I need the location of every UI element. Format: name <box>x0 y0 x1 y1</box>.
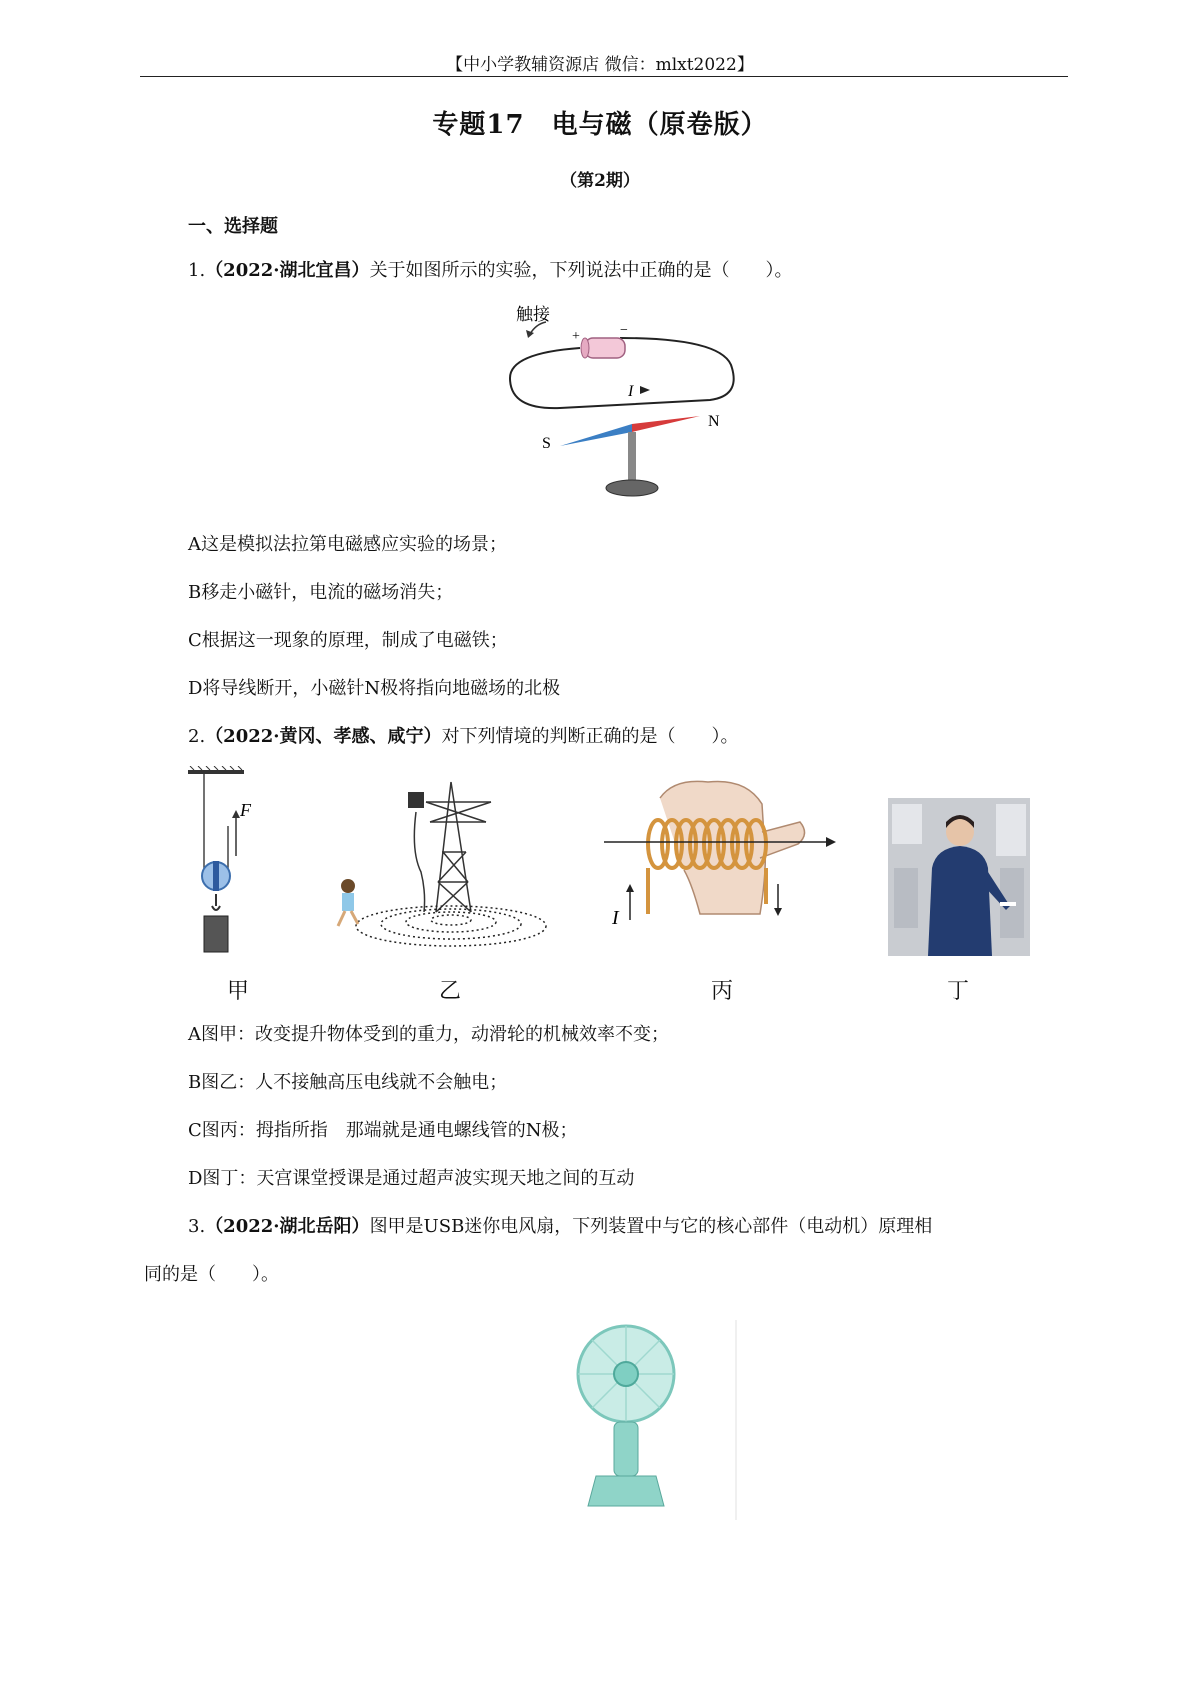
figure-current-label: I <box>628 383 634 400</box>
question-1-option-c: C根据这一现象的原理，制成了电磁铁； <box>188 630 508 651</box>
question-2-option-c: C图丙：拇指所指 那端就是通电螺线管的N极； <box>188 1120 578 1141</box>
question-3-number: 3. <box>188 1216 206 1237</box>
figure-touch-label: 触接 <box>516 305 550 324</box>
document-title: 专题17 电与磁（原卷版） <box>432 110 768 140</box>
question-3-source: （2022·湖北岳阳） <box>205 1216 370 1237</box>
figure-caption-yi: 乙 <box>438 979 461 1004</box>
astronaut-photo <box>888 798 1030 956</box>
compass-needle-south <box>560 424 632 446</box>
fan-base <box>588 1476 664 1506</box>
compass-stand <box>628 432 636 480</box>
fan-handle <box>614 1422 638 1476</box>
figure-south-label: S <box>542 435 551 452</box>
document-subtitle: （第2期） <box>560 171 640 191</box>
header-rule <box>140 76 1068 77</box>
high-voltage-tower-figure <box>326 772 556 952</box>
question-1-number: 1. <box>188 260 206 281</box>
question-1-option-b: B移走小磁针，电流的磁场消失； <box>188 582 454 603</box>
section-heading: 一、选择题 <box>188 216 278 237</box>
question-2-option-d: D图丁：天宫课堂授课是通过超声波实现天地之间的互动 <box>188 1168 635 1189</box>
solenoid-current-label: I <box>612 907 619 929</box>
question-2-option-b: B图乙：人不接触高压电线就不会触电； <box>188 1072 508 1093</box>
question-2-number: 2. <box>188 726 206 747</box>
question-2-text: 对下列情境的判断正确的是（ ）。 <box>441 726 739 747</box>
question-3-stem-line2: 同的是（ ）。 <box>144 1264 279 1285</box>
pulley-force-label: F <box>240 800 251 820</box>
battery-icon <box>585 338 625 358</box>
figure-north-label: N <box>708 413 720 430</box>
fan-hub <box>614 1362 638 1386</box>
question-3-stem-line1 <box>188 1212 932 1238</box>
astronaut-suit <box>928 846 992 956</box>
figure-caption-ding: 丁 <box>946 979 969 1004</box>
oersted-experiment-figure <box>500 298 740 518</box>
question-1-option-a: A这是模拟法拉第电磁感应实验的场景； <box>188 534 507 555</box>
figure-minus-label: − <box>620 323 628 338</box>
figure-caption-bing: 丙 <box>710 979 733 1004</box>
page-header: 【中小学教辅资源店 微信：mlxt2022】 <box>446 55 754 75</box>
question-1-option-d: D将导线断开，小磁针N极将指向地磁场的北极 <box>188 678 561 699</box>
pulley-figure <box>186 766 266 962</box>
compass-base <box>606 480 658 496</box>
question-2-stem <box>188 722 739 748</box>
usb-mini-fan-figure <box>560 1320 740 1520</box>
question-1-stem <box>188 256 793 282</box>
question-3-text-line1: 图甲是USB迷你电风扇，下列装置中与它的核心部件（电动机）原理相 <box>369 1216 933 1237</box>
figure-plus-label: + <box>572 329 580 344</box>
question-2-option-a: A图甲：改变提升物体受到的重力，动滑轮的机械效率不变； <box>188 1024 669 1045</box>
weight-block <box>204 916 228 952</box>
compass-needle-north <box>632 416 700 432</box>
solenoid-right-hand-figure <box>600 774 840 944</box>
question-1-source: （2022·湖北宜昌） <box>205 260 370 281</box>
question-1-text: 关于如图所示的实验，下列说法中正确的是（ ）。 <box>369 260 793 281</box>
figure-caption-jia: 甲 <box>226 979 249 1004</box>
question-2-source: （2022·黄冈、孝感、咸宁） <box>205 726 442 747</box>
